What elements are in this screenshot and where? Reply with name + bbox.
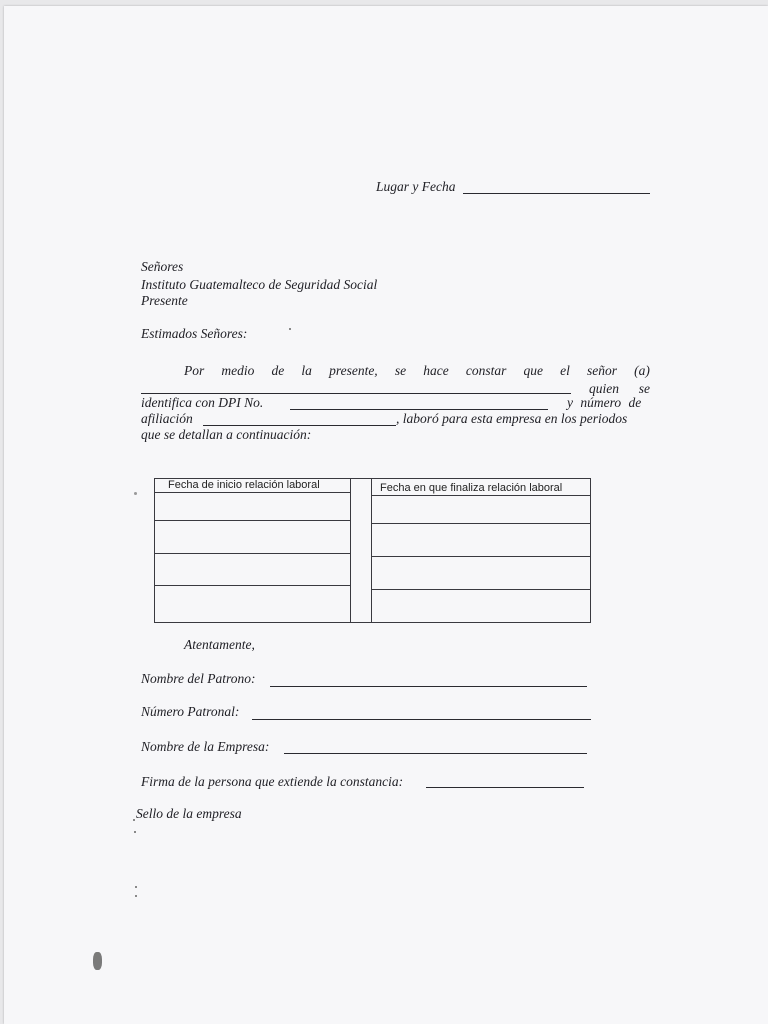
recipient-line-1: Señores	[141, 259, 184, 274]
signature-label: Firma de la persona que extiende la constancia:	[141, 774, 404, 789]
patrono-name-blank	[270, 686, 587, 687]
recipient-line-2: Instituto Guatemalteco de Seguridad Social	[141, 277, 378, 292]
table-divider	[371, 479, 372, 622]
table-header-end-date: Fecha en que finaliza relación laboral	[380, 482, 563, 494]
body-line-1-word: la	[301, 363, 312, 378]
body-line-1-word: se	[394, 363, 407, 378]
table-row-line	[371, 495, 590, 496]
body-line-1	[184, 363, 650, 379]
body-line-5: que se detallan a continuación:	[141, 427, 312, 442]
scan-smudge	[93, 952, 102, 970]
table-header-start-date: Fecha de inicio relación laboral	[168, 479, 320, 491]
body-line-1-word: medio	[221, 363, 255, 378]
body-line-1-word: señor	[587, 363, 618, 378]
scan-speck	[289, 328, 291, 330]
body-line-1-word: de	[271, 363, 285, 378]
affiliation-number-blank	[203, 425, 396, 426]
body-line-1-word: constar	[465, 363, 507, 378]
salutation: Estimados Señores:	[141, 326, 248, 341]
table-row-line	[155, 520, 350, 521]
body-line-2-word: quien	[589, 381, 619, 396]
place-date-blank	[463, 193, 650, 194]
closing: Atentamente,	[184, 637, 255, 652]
recipient-line-3: Presente	[141, 293, 188, 308]
scan-speck	[134, 492, 137, 495]
table-row-line	[155, 585, 350, 586]
patronal-number-label: Número Patronal:	[141, 704, 240, 719]
signature-blank	[426, 787, 584, 788]
body-line-4-suffix: , laboró para esta empresa en los periodos	[396, 411, 628, 426]
employee-name-blank	[141, 393, 571, 394]
body-line-4-prefix: afiliación	[141, 411, 193, 426]
body-line-1-word: el	[560, 363, 570, 378]
document-page	[4, 6, 768, 1024]
table-row-line	[155, 492, 350, 493]
table-row-line	[155, 553, 350, 554]
scan-speck	[134, 831, 136, 833]
table-divider	[350, 479, 351, 622]
patrono-name-label: Nombre del Patrono:	[141, 671, 256, 686]
table-row-line	[371, 556, 590, 557]
company-name-blank	[284, 753, 587, 754]
scan-speck	[133, 819, 135, 821]
body-line-1-word: hace	[423, 363, 449, 378]
body-line-2-word: se	[638, 381, 650, 396]
body-line-1-word: que	[523, 363, 543, 378]
body-line-1-word: Por	[184, 363, 205, 378]
scan-speck	[135, 895, 137, 897]
company-name-label: Nombre de la Empresa:	[141, 739, 270, 754]
body-line-1-word: presente,	[329, 363, 378, 378]
table-row-line	[371, 523, 590, 524]
body-line-3-suffix: y número de	[567, 395, 642, 410]
table-row-line	[371, 589, 590, 590]
patronal-number-blank	[252, 719, 591, 720]
company-seal-label: Sello de la empresa	[136, 806, 242, 821]
body-line-1-word: (a)	[634, 363, 650, 378]
body-line-3-prefix: identifica con DPI No.	[141, 395, 264, 410]
scan-speck	[135, 886, 137, 888]
place-date-label: Lugar y Fecha	[376, 179, 456, 194]
dpi-number-blank	[290, 409, 548, 410]
employment-periods-table	[154, 478, 591, 623]
